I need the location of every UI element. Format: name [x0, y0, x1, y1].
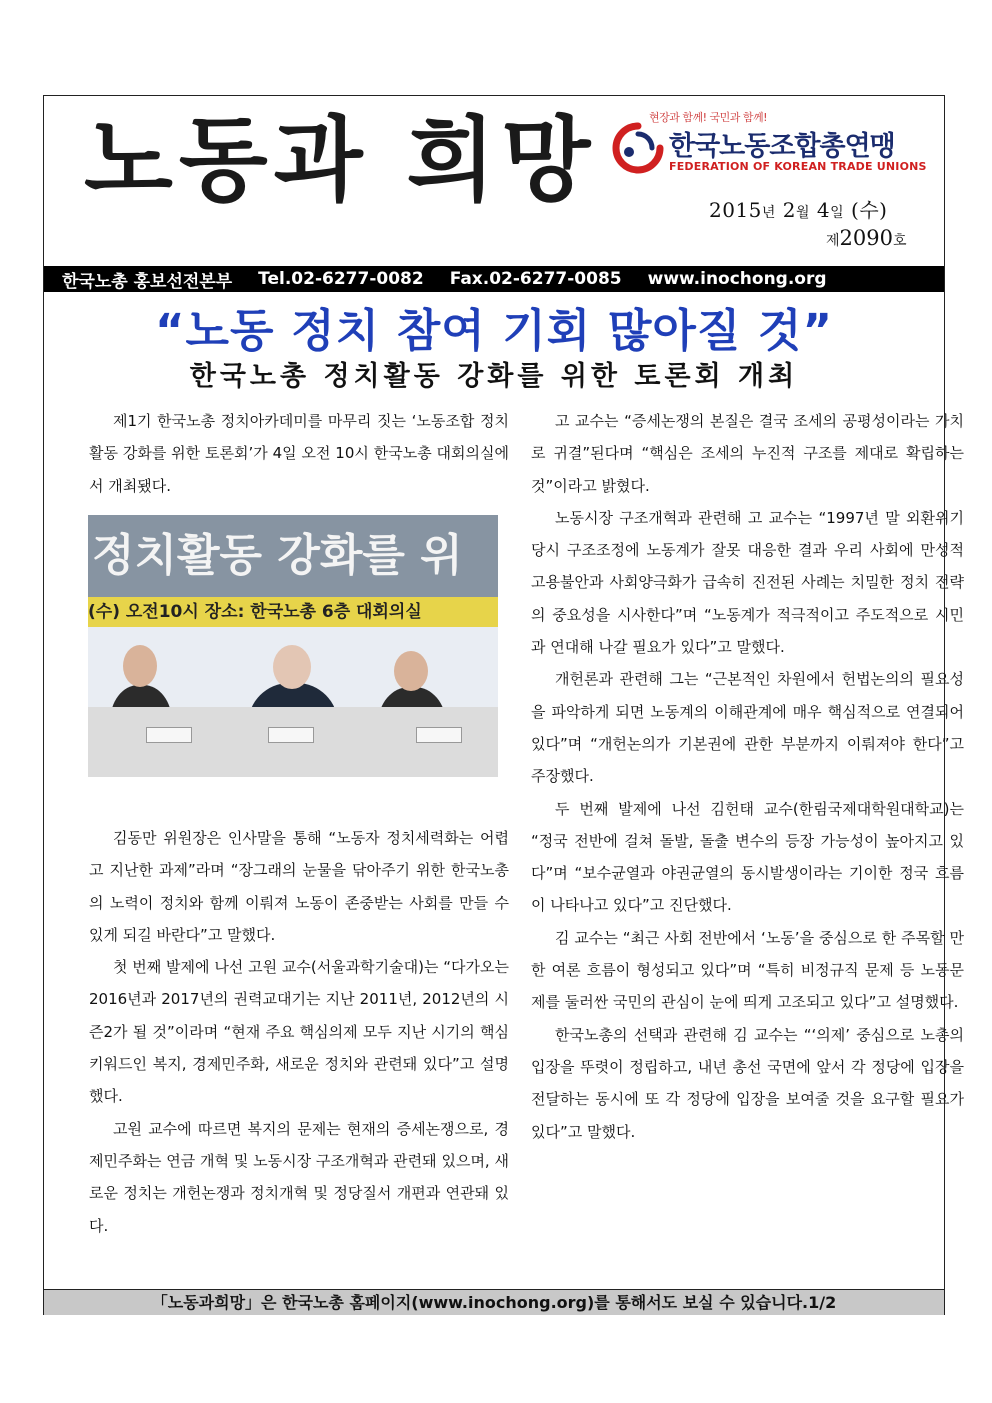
paragraph: 두 번째 발제에 나선 김헌태 교수(한림국제대학원대학교)는 “정국 전반에 걸쳐 돌발, 돌출 변수의 등장 가능성이 높아지고 있다”며 “보수균열과 야권균열의 동시발생이라는 기이한 정국 흐름이 나타나고 있다”고 진단했다.: [531, 799, 964, 915]
newsletter-page: [43, 95, 964, 1315]
paragraph: 고원 교수에 따르면 복지의 문제는 현재의 증세논쟁으로, 경제민주화는 연금 개혁 및 노동시장 구조개혁과 관련돼 있으며, 새로운 정치는 개헌논쟁과 정치개혁 및 정당질서 개편과 연관돼 있다.: [89, 1119, 509, 1235]
subheadline: 한국노총 정치활동 강화를 위한 토론회 개최: [189, 361, 799, 392]
speaker-center-head: [273, 645, 311, 689]
event-photo: [88, 515, 498, 777]
paragraph: 한국노총의 선택과 관련해 김 교수는 “‘의제’ 중심으로 노총의 입장을 뚜렷이 정립하고, 내년 총선 국면에 앞서 각 정당에 입장을 전달하는 동시에 또 각 정당에 입장을 보여줄 것을 요구할 필요가 있다”고 말했다.: [531, 1025, 964, 1141]
paragraph: 고 교수는 “증세논쟁의 본질은 결국 조세의 공평성이라는 가치로 귀결”된다며 “핵심은 조세의 누진적 구조를 제대로 확립하는 것”이라고 밝혔다.: [531, 412, 964, 495]
contact-bar: [44, 266, 944, 292]
slogan: 현장과 함께! 국민과 함께!: [649, 111, 768, 124]
website-link[interactable]: www.inochong.org: [647, 269, 827, 289]
issue-day-unit: 일: [830, 205, 845, 221]
paragraph: 제1기 한국노총 정치아카데미를 마무리 짓는 ‘노동조합 정치활동 강화를 위한 토론회’가 4일 오전 10시 한국노총 대회의실에서 개최됐다.: [89, 412, 509, 495]
photo-banner: 정치활동 강화를 위: [88, 515, 498, 597]
footer-note: 「노동과희망」은 한국노총 홈페이지(www.inochong.org)를 통해서도 보실 수 있습니다.1/2: [44, 1289, 944, 1315]
fktu-logo-icon: [612, 122, 664, 174]
issue-suffix: 호: [892, 233, 907, 249]
article-column-left-top: [89, 405, 509, 502]
issue-day: 4: [816, 198, 831, 222]
department-name: 한국노총 홍보선전본부: [62, 271, 233, 292]
issue-date: [709, 194, 887, 223]
paragraph: 개헌론과 관련해 그는 “근본적인 차원에서 헌법논의의 필요성을 파악하게 되면 노동계의 이해관계에 매우 핵심적으로 연결되어 있다”며 “개헌논의가 기본권에 관한 부분까지 이뤄져야 한다”고 주장했다.: [531, 670, 964, 786]
paragraph: 노동시장 구조개혁과 관련해 고 교수는 “1997년 말 외환위기 당시 구조조정에 노동계가 잘못 대응한 결과 우리 사회에 만성적 고용불안과 사회양극화가 급속히 진전된 사례는 치밀한 정치 전략의 중요성을 시사한다”며 “노동계가 적극적이고 주도적으로 시민과 연대해 나갈 필요가 있다”고 말했다.: [531, 508, 964, 657]
speaker-right-head: [394, 651, 428, 691]
issue-year-unit: 년: [761, 205, 776, 221]
photo-sub-banner: (수) 오전10시 장소: 한국노총 6층 대회의실: [88, 597, 498, 627]
issue-month-unit: 월: [796, 205, 811, 221]
nameplate-left: [146, 727, 192, 743]
org-english-name: FEDERATION OF KOREAN TRADE UNIONS: [669, 160, 927, 173]
headline: “노동 정치 참여 기회 많아질 것”: [154, 304, 834, 357]
paragraph: 첫 번째 발제에 나선 고원 교수(서울과학기술대)는 “다가오는 2016년과 2017년의 권력교대기는 지난 2011년, 2012년의 시즌2가 될 것”이라며 “현재 주요 핵심의제 모두 지난 시기의 핵심 키워드인 복지, 경제민주화, 새로운 정치와 관련돼 있다”고 설명했다.: [89, 958, 509, 1106]
org-name: 한국노동조합총연맹: [669, 131, 895, 162]
masthead-title: 노동과 희망: [84, 106, 597, 214]
issue-month: 2: [782, 198, 797, 222]
fax: Fax.02-6277-0085: [449, 269, 622, 289]
issue-number-value: 2090: [839, 226, 893, 250]
issue-year: 2015: [709, 198, 762, 222]
masthead: [44, 96, 944, 267]
nameplate-center: [268, 727, 314, 743]
issue-prefix: 제: [826, 233, 840, 249]
telephone: Tel.02-6277-0082: [258, 269, 424, 289]
paragraph: 김동만 위원장은 인사말을 통해 “노동자 정치세력화는 어렵고 지난한 과제”라며 “장그래의 눈물을 닦아주기 위한 한국노총의 노력이 정치와 함께 이뤄져 노동이 존중받는 사회를 만들 수 있게 되길 바란다”고 말했다.: [89, 829, 509, 944]
article-column-right: [531, 405, 964, 1148]
issue-weekday: (수): [851, 198, 888, 222]
paragraph: 김 교수는 “최근 사회 전반에서 ‘노동’을 중심으로 한 주목할 만한 여론 흐름이 형성되고 있다”며 “특히 비정규직 문제 등 노동문제를 둘러싼 국민의 관심이 눈에 띄게 고조되고 있다”고 설명했다.: [531, 928, 964, 1012]
nameplate-right: [416, 727, 462, 743]
speaker-left-head: [123, 645, 157, 687]
issue-number: [826, 226, 907, 250]
article-column-left-bottom: [89, 822, 509, 1242]
